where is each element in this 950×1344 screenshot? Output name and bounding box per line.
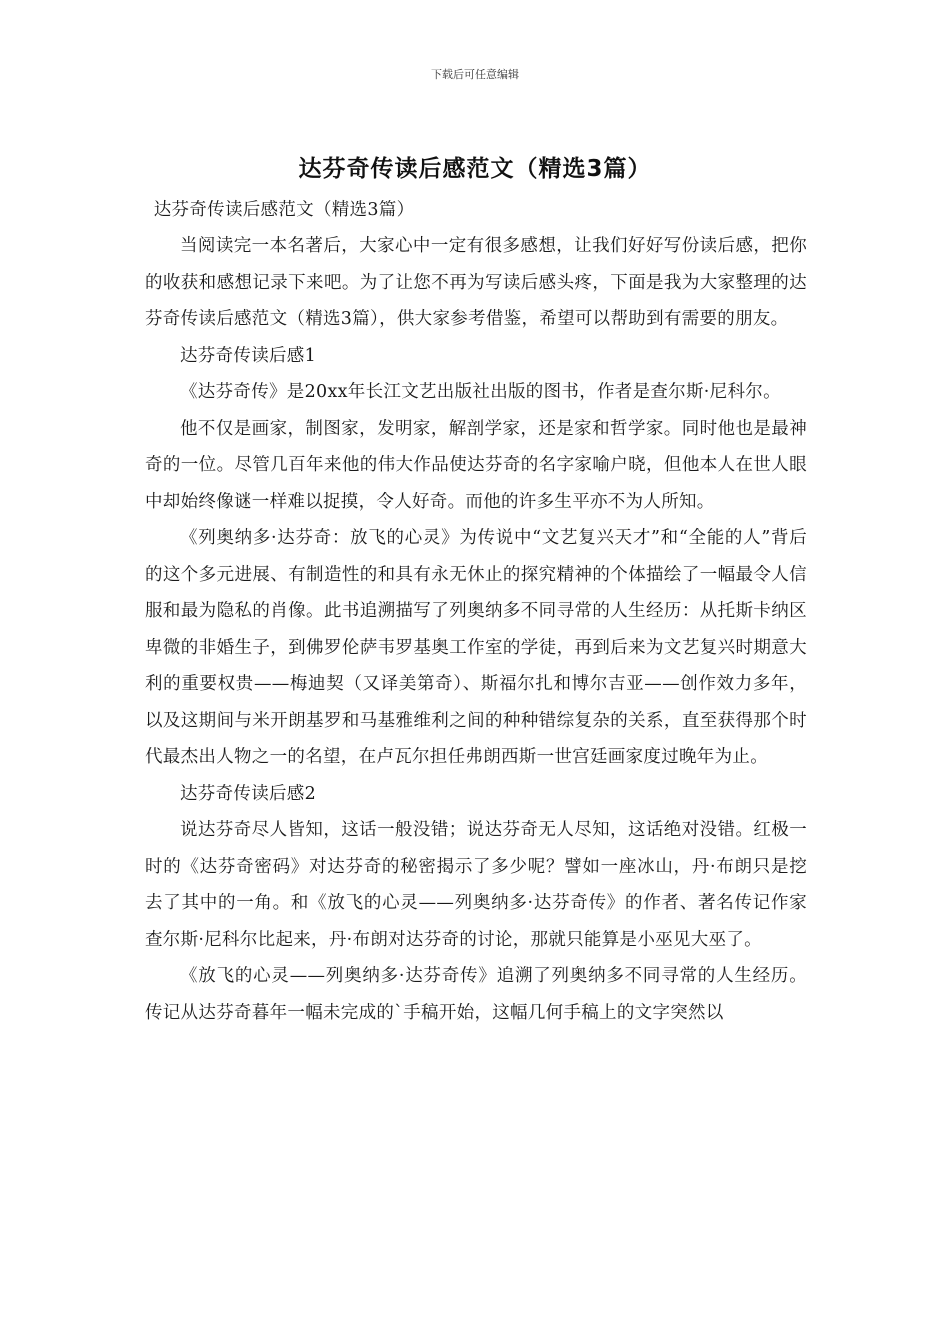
document-body <box>145 196 807 1031</box>
section-heading-2: 达芬奇传读后感2 <box>180 783 317 804</box>
document-subtitle: 达芬奇传读后感范文（精选3篇） <box>153 200 415 220</box>
paragraph: 他不仅是画家，制图家，发明家，解剖学家，还是家和哲学家。同时他也是最神奇的一位。尽管几百年来他的伟大作品使达芬奇的名字家喻户晓，但他本人在世人眼中却始终像谜一样难以捉摸，令人好奇。而他的许多生平亦不为人所知。 <box>145 418 807 512</box>
paragraph: 《达芬奇传》是20xx年长江文艺出版社出版的图书，作者是查尔斯·尼科尔。 <box>180 382 781 402</box>
paragraph-intro: 当阅读完一本名著后，大家心中一定有很多感想，让我们好好写份读后感，把你的收获和感想记录下来吧。为了让您不再为写读后感头疼，下面是我为大家整理的达芬奇传读后感范文（精选3篇），供大家参考借鉴，希望可以帮助到有需要的朋友。 <box>145 236 807 329</box>
page-title: 达芬奇传读后感范文（精选3篇） <box>298 156 652 182</box>
paragraph: 《放飞的心灵——列奥纳多·达芬奇传》追溯了列奥纳多不同寻常的人生经历。传记从达芬奇暮年一幅未完成的`手稿开始，这幅几何手稿上的文字突然以 <box>145 966 807 1023</box>
header-note: 下载后可任意编辑 <box>431 68 519 81</box>
paragraph: 《列奥纳多·达芬奇：放飞的心灵》为传说中“文艺复兴天才”和“全能的人”背后的这个多元进展、有制造性的和具有永无休止的探究精神的个体描绘了一幅最令人信服和最为隐私的肖像。此书追溯描写了列奥纳多不同寻常的人生经历：从托斯卡纳区卑微的非婚生子，到佛罗伦萨韦罗基奥工作室的学徒，再到后来为文艺复兴时期意大利的重要权贵——梅迪契（又译美第奇）、斯福尔扎和博尔吉亚——创作效力多年，以及这期间与米开朗基罗和马基雅维利之间的种种错综复杂的关系，直至获得那个时代最杰出人物之一的名望，在卢瓦尔担任弗朗西斯一世宫廷画家度过晚年为止。 <box>145 528 807 767</box>
paragraph: 说达芬奇尽人皆知，这话一般没错；说达芬奇无人尽知，这话绝对没错。红极一时的《达芬奇密码》对达芬奇的秘密揭示了多少呢？譬如一座冰山，丹·布朗只是挖去了其中的一角。和《放飞的心灵——列奥纳多·达芬奇传》的作者、著名传记作家查尔斯·尼科尔比起来，丹·布朗对达芬奇的讨论，那就只能算是小巫见大巫了。 <box>145 820 807 950</box>
section-heading-1: 达芬奇传读后感1 <box>180 345 317 366</box>
